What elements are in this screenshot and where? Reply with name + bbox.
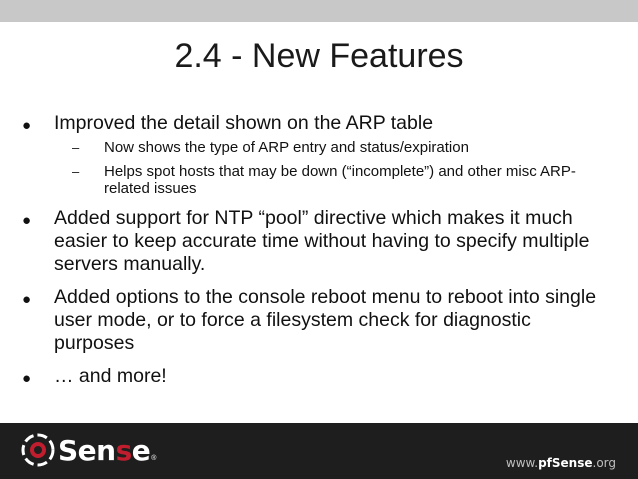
bullet-dot-icon: ● (22, 370, 32, 387)
bullet-text: Added support for NTP “pool” directive which makes it much easier to keep accurate time without having to specify multiple servers manually. (54, 207, 590, 275)
site-prefix: www. (505, 456, 539, 470)
sub-bullet-item (72, 139, 612, 156)
site-suffix: .org (592, 456, 616, 470)
sub-list (54, 139, 612, 197)
bullet-item (22, 112, 612, 197)
dash-icon: – (72, 164, 80, 179)
top-bar (0, 0, 638, 22)
dash-icon: – (72, 140, 80, 155)
bullet-item (22, 286, 612, 355)
bullet-text: Added options to the console reboot menu to reboot into single user mode, or to force a filesystem check for diagnostic purposes (54, 286, 597, 354)
sub-bullet-item (72, 163, 612, 197)
logo-text-post: e (131, 433, 151, 467)
logo-wordmark (58, 434, 150, 467)
website-url (506, 456, 616, 470)
site-name: pfSense (538, 456, 593, 470)
slide-title: 2.4 - New Features (174, 37, 464, 75)
bullet-dot-icon: ● (22, 212, 32, 229)
bullet-item (22, 365, 612, 388)
sub-bullet-text: Helps spot hosts that may be down (“incomplete”) and other misc ARP-related issues (104, 163, 576, 197)
slide-content (22, 112, 612, 398)
pfsense-logo-icon (20, 432, 56, 468)
bullet-dot-icon: ● (22, 117, 32, 134)
bullet-text: Improved the detail shown on the ARP table (54, 112, 434, 134)
sub-bullet-text: Now shows the type of ARP entry and status/expiration (104, 139, 469, 156)
bullet-dot-icon: ● (22, 291, 32, 308)
bullet-text: … and more! (54, 365, 167, 387)
bullet-item (22, 207, 612, 276)
logo-text-pre: Sen (58, 433, 116, 467)
logo-text-accent: s (115, 433, 132, 467)
trademark-mark: ® (151, 455, 157, 462)
pfsense-logo (20, 432, 156, 468)
